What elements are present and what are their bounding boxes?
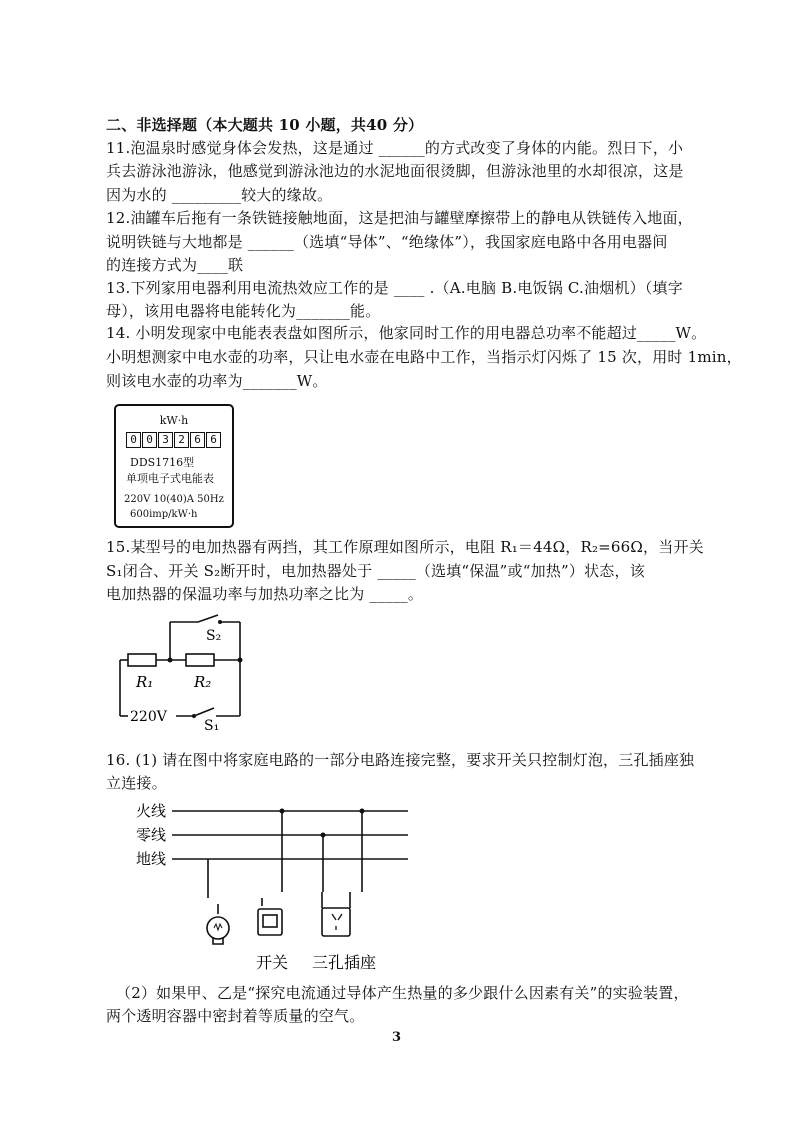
meter-digit: 0 <box>142 432 157 448</box>
q15-line2: S₁闭合、开关 S₂断开时，电加热器处于 _____（选填“保温”或“加热”）状态，该 <box>106 562 645 580</box>
energy-meter-figure <box>114 404 234 528</box>
meter-unit: kW·h <box>159 414 189 427</box>
q16-part2-line1: （2）如果甲、乙是“探究电流通过导体产生热量的多少跟什么因素有关”的实验装置， <box>116 984 689 1002</box>
meter-digit: 6 <box>190 432 205 448</box>
q11-line1: 11.泡温泉时感觉身体会发热，这是通过 ______的方式改变了身体的内能。烈日下，小 <box>106 139 684 157</box>
meter-imp: 600imp/kW·h <box>130 509 198 520</box>
meter-digit: 0 <box>126 432 141 448</box>
q11-line3: 因为水的 _________较大的缘故。 <box>106 186 333 204</box>
q15-line3: 电加热器的保温功率与加热功率之比为 _____。 <box>106 585 424 603</box>
meter-digits <box>126 432 222 448</box>
meter-rating: 220V 10(40)A 50Hz <box>124 494 224 505</box>
q14-line2: 小明想测家中电水壶的功率，只让电水壶在电路中工作，当指示灯闪烁了 15 次，用时 1min， <box>106 348 742 366</box>
q16-line2: 立连接。 <box>106 774 167 792</box>
q13-line2: 母），该用电器将电能转化为_______能。 <box>106 302 381 320</box>
fire-wire-label: 火线 <box>136 802 167 820</box>
q16-line1: 16. (1) 请在图中将家庭电路的一部分电路连接完整，要求开关只控制灯泡，三孔插座独 <box>106 751 695 769</box>
wiring-diagram <box>132 796 422 976</box>
q11-line2: 兵去游泳池游泳，他感觉到游泳池边的水泥地面很烫脚，但游泳池里的水却很凉，这是 <box>106 162 684 180</box>
meter-type: 单项电子式电能表 <box>126 472 214 485</box>
switch-label: 开关 <box>256 953 289 972</box>
section-heading: 二、非选择题（本大题共 10 小题，共40 分） <box>106 116 424 134</box>
neutral-wire-label: 零线 <box>136 826 167 844</box>
heater-circuit-diagram <box>108 612 258 730</box>
voltage-label: 220V <box>130 709 167 725</box>
q12-line1: 12.油罐车后拖有一条铁链接触地面，这是把油与罐壁摩擦带上的静电从铁链传入地面， <box>106 209 693 227</box>
meter-model: DDS1716型 <box>130 456 195 469</box>
s1-label: S₁ <box>204 718 220 730</box>
ground-wire-label: 地线 <box>136 850 167 868</box>
r2-label: R₂ <box>194 673 212 691</box>
q16-part2-line2: 两个透明容器中密封着等质量的空气。 <box>106 1007 365 1025</box>
s2-label: S₂ <box>206 628 222 644</box>
meter-digit: 3 <box>158 432 173 448</box>
q15-line1: 15.某型号的电加热器有两挡，其工作原理如图所示，电阻 R₁＝44Ω，R₂=66Ω，当开关 <box>106 538 704 556</box>
meter-digit: 2 <box>174 432 189 448</box>
q12-line2: 说明铁链与大地都是 ______（选填“导体”、“绝缘体”），我国家庭电路中各用电器间 <box>106 233 668 251</box>
socket-label: 三孔插座 <box>312 953 377 972</box>
q14-line3: 则该电水壶的功率为_______W。 <box>106 372 328 390</box>
meter-digit: 6 <box>206 432 221 448</box>
q12-line3: 的连接方式为____联 <box>106 256 244 274</box>
r1-label: R₁ <box>136 673 154 691</box>
q13-line1: 13.下列家用电器利用电流热效应工作的是 ____ .（A.电脑 B.电饭锅 C.油烟机）（填字 <box>106 279 683 297</box>
q14-line1: 14. 小明发现家中电能表表盘如图所示，他家同时工作的用电器总功率不能超过_____W。 <box>106 324 707 342</box>
page-number: 3 <box>392 1030 402 1045</box>
